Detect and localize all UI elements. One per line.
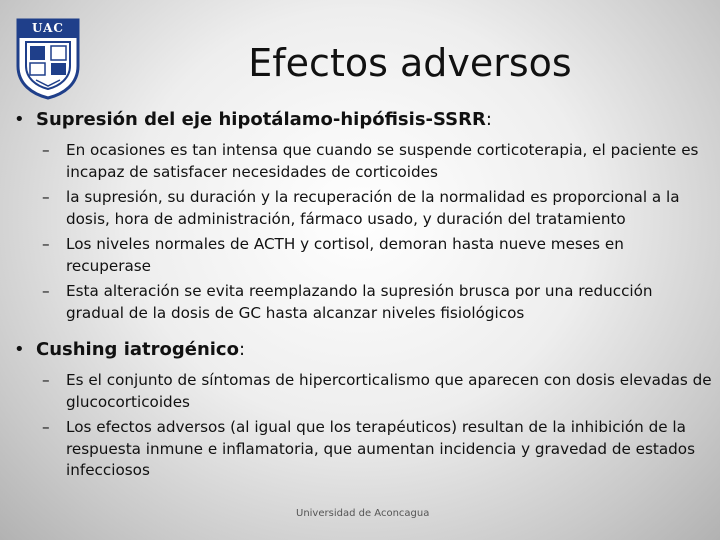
university-logo: [14, 16, 82, 100]
list-item-text: Esta alteración se evita reemplazando la supresión brusca por una reducción gradual de la dosis de GC hasta alcanzar niveles fisiológicos: [66, 282, 653, 322]
footer-text: Universidad de Aconcagua: [296, 508, 430, 519]
logo-top-text: UAC: [32, 21, 64, 35]
list-item-text: la supresión, su duración y la recuperación de la normalidad es proporcional a la dosis, hora de administración, fármaco usado, y duración del tratamiento: [66, 188, 680, 228]
list-item-text: Los efectos adversos (al igual que los terapéuticos) resultan de la inhibición de la respuesta inmune e inflamatoria, que aumentan incidencia y gravedad de estados infecciosos: [66, 418, 696, 479]
dash-icon: –: [42, 418, 50, 436]
bullet-icon: •: [14, 109, 25, 130]
section-supresion: [12, 108, 712, 131]
dash-icon: –: [42, 141, 50, 159]
section-heading-suffix: :: [485, 109, 492, 130]
dash-icon: –: [42, 371, 50, 389]
list-item-text: En ocasiones es tan intensa que cuando se suspende corticoterapia, el paciente es incapaz de satisfacer necesidades de corticoides: [66, 141, 699, 181]
slide-content: [12, 108, 712, 482]
section-heading: Supresión del eje hipotálamo-hipófisis-SSRR: [36, 109, 486, 130]
page-title: Efectos adversos: [248, 41, 572, 85]
list-item: [12, 417, 712, 482]
bullet-icon: •: [14, 339, 25, 360]
list-item: [12, 370, 712, 413]
section-heading: Cushing iatrogénico: [36, 339, 239, 360]
section-heading-suffix: :: [238, 339, 246, 360]
section-cushing: [12, 338, 712, 361]
list-item: [12, 187, 712, 230]
list-item: [12, 281, 712, 324]
list-item: [12, 140, 712, 183]
dash-icon: –: [42, 188, 50, 206]
list-item-text: Los niveles normales de ACTH y cortisol, demoran hasta nueve meses en recuperase: [66, 235, 624, 275]
dash-icon: –: [42, 235, 50, 253]
dash-icon: –: [42, 282, 50, 300]
list-item: [12, 234, 712, 277]
list-item-text: Es el conjunto de síntomas de hipercorticalismo que aparecen con dosis elevadas de glucocorticoides: [66, 371, 712, 411]
